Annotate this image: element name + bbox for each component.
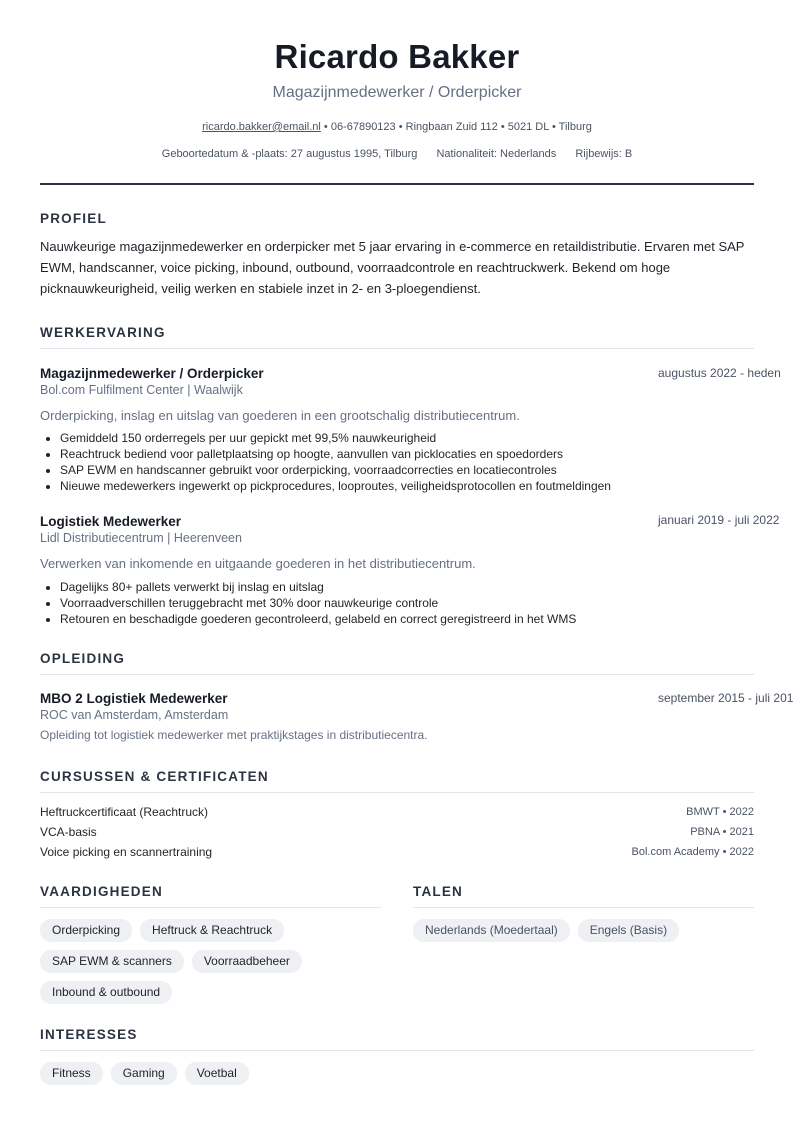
languages-heading: TALEN <box>413 884 463 899</box>
section-divider <box>40 674 754 675</box>
certificate-meta: BMWT • 2022 <box>686 806 754 818</box>
education-school: ROC van Amsterdam, Amsterdam <box>40 708 229 722</box>
nationality-info: Nationaliteit: Nederlands <box>436 148 557 160</box>
list-item: • Dagelijks 80+ pallets verwerkt bij inslag en uitslag <box>60 579 760 595</box>
interest-tag: Fitness <box>40 1062 103 1085</box>
education-date: september 2015 - juli 201 <box>658 691 794 705</box>
contact-details: • 06-67890123 • Ringbaan Zuid 112 • 5021 DL • Tilburg <box>320 121 592 133</box>
certificate-name: Heftruckcertificaat (Reachtruck) <box>40 805 209 819</box>
section-divider <box>413 907 754 908</box>
section-divider <box>40 907 381 908</box>
header-divider <box>40 183 754 185</box>
profile-text: Nauwkeurige magazijnmedewerker en orderpicker met 5 jaar ervaring in e-commerce en retaildistributie. Ervaren met SAP EWM, handscanner, voice picking, inbound, outbound, voorraadcontrole en reachtruckwerk. Bekend om hoge picknauwkeurigheid, veilig werken en stabiele inzet in 2- en 3-ploegendienst. <box>40 239 745 296</box>
job-title: Magazijnmedewerker / Orderpicker <box>40 366 264 381</box>
job-date: januari 2019 - juli 2022 <box>658 513 780 527</box>
contact-line <box>40 121 754 133</box>
languages-tags <box>413 919 754 942</box>
interest-tag: Voetbal <box>185 1062 249 1085</box>
education-heading: OPLEIDING <box>40 651 126 666</box>
job-description: Verwerken van inkomende en uitgaande goederen in het distributiecentrum. <box>40 556 476 571</box>
section-divider <box>40 348 754 349</box>
interests-heading: INTERESSES <box>40 1027 138 1042</box>
job-title: Logistiek Medewerker <box>40 514 182 529</box>
section-divider <box>40 1050 754 1051</box>
interest-tag: Gaming <box>111 1062 177 1085</box>
certificates-heading: CURSUSSEN & CERTIFICATEN <box>40 769 269 784</box>
certificate-row <box>40 845 754 861</box>
list-item: • Nieuwe medewerkers ingewerkt op pickprocedures, looproutes, veiligheidsprotocollen en foutmeldingen <box>60 478 760 494</box>
skill-tag: SAP EWM & scanners <box>40 950 184 973</box>
interests-tags <box>40 1062 754 1085</box>
language-tag: Engels (Basis) <box>578 919 679 942</box>
job-company: Lidl Distributiecentrum | Heerenveen <box>40 531 242 545</box>
personal-details <box>40 148 754 160</box>
skill-tag: Heftruck & Reachtruck <box>140 919 284 942</box>
certificate-row <box>40 805 754 821</box>
skill-tag: Orderpicking <box>40 919 132 942</box>
skill-tag: Inbound & outbound <box>40 981 172 1004</box>
job-description: Orderpicking, inslag en uitslag van goederen in een grootschalig distributiecentrum. <box>40 408 520 423</box>
list-item: • Retouren en beschadigde goederen gecontroleerd, gelabeld en correct geregistreerd in het WMS <box>60 611 760 627</box>
skills-heading: VAARDIGHEDEN <box>40 884 163 899</box>
education-description: Opleiding tot logistiek medewerker met praktijkstages in distributiecentra. <box>40 728 428 742</box>
skill-tag: Voorraadbeheer <box>192 950 302 973</box>
section-divider <box>40 792 754 793</box>
certificate-meta: PBNA • 2021 <box>690 826 754 838</box>
job-date: augustus 2022 - heden <box>658 366 781 380</box>
job-subtitle: Magazijnmedewerker / Orderpicker <box>272 84 522 101</box>
certificate-row <box>40 825 754 841</box>
birth-info: Geboortedatum & -plaats: 27 augustus 1995, Tilburg <box>161 148 418 160</box>
experience-heading: WERKERVARING <box>40 325 166 340</box>
language-tag: Nederlands (Moedertaal) <box>413 919 570 942</box>
list-item: • Gemiddeld 150 orderregels per uur gepickt met 99,5% nauwkeurigheid <box>60 430 760 446</box>
candidate-name: Ricardo Bakker <box>274 38 520 75</box>
skills-tags <box>40 919 340 1004</box>
email-link[interactable]: ricardo.bakker@email.nl <box>202 121 321 133</box>
education-title: MBO 2 Logistiek Medewerker <box>40 691 228 706</box>
list-item: • SAP EWM en handscanner gebruikt voor orderpicking, voorraadcorrecties en locatiecontroles <box>60 462 760 478</box>
profile-heading: PROFIEL <box>40 211 107 226</box>
job-company: Bol.com Fulfilment Center | Waalwijk <box>40 383 243 397</box>
certificate-name: VCA-basis <box>40 825 97 839</box>
job-bullets <box>40 430 760 494</box>
list-item: • Voorraadverschillen teruggebracht met 30% door nauwkeurige controle <box>60 595 760 611</box>
license-info: Rijbewijs: B <box>575 148 633 160</box>
certificate-meta: Bol.com Academy • 2022 <box>631 846 754 858</box>
list-item: • Reachtruck bediend voor palletplaatsing op hoogte, aanvullen van picklocaties en spoedorders <box>60 446 760 462</box>
certificate-name: Voice picking en scannertraining <box>40 845 213 859</box>
job-bullets <box>40 579 760 627</box>
